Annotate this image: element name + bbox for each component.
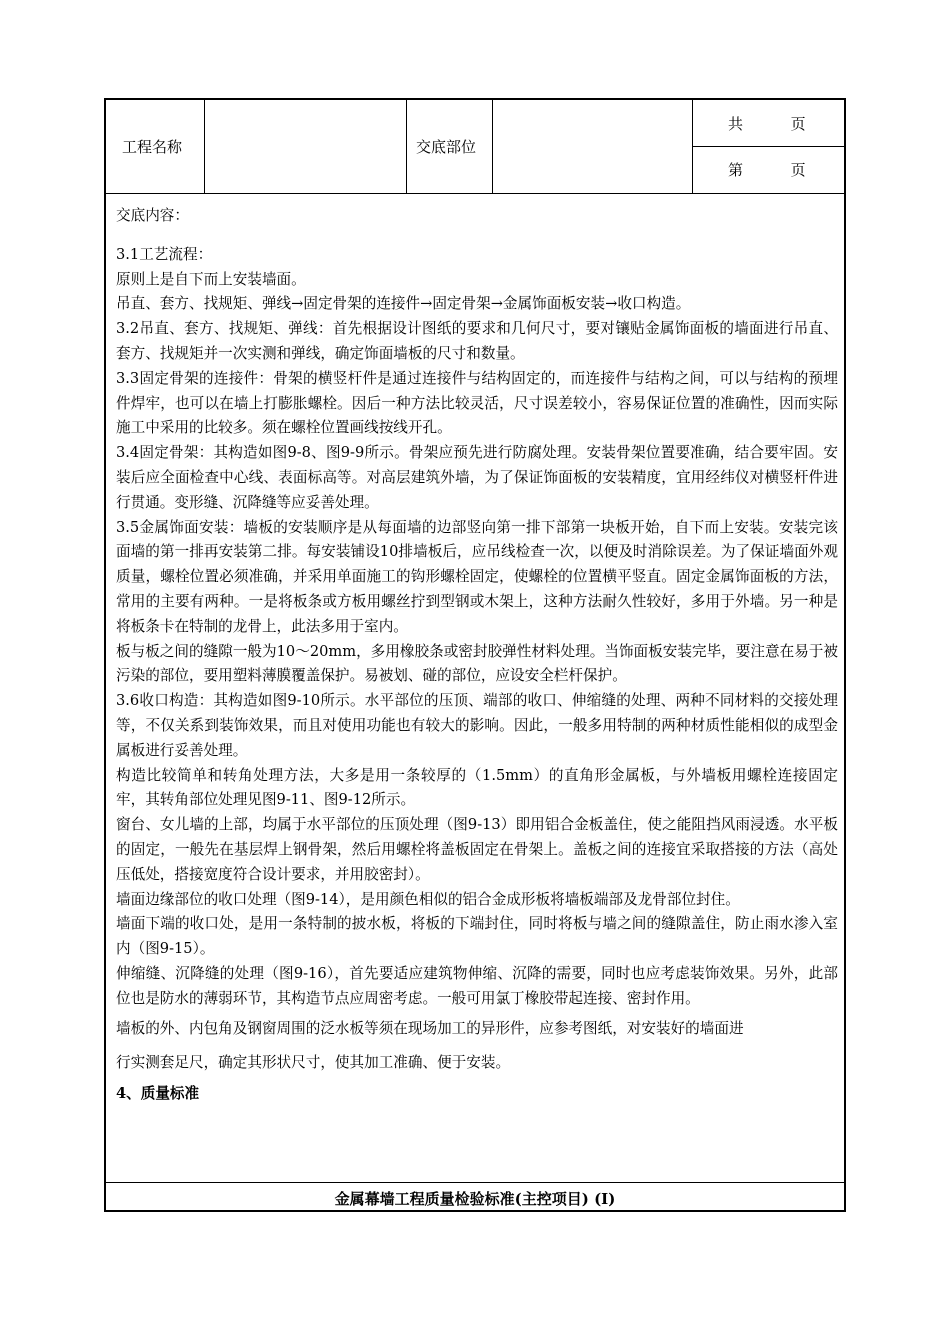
content-paragraph: 墙板的外、内包角及钢窗周围的泛水板等须在现场加工的异形件，应参考图纸，对安装好的墙面进 xyxy=(116,1019,744,1037)
content-paragraph: 伸缩缝、沉降缝的处理（图9-16），首先要适应建筑物伸缩、沉降的需要，同时也应考虑装饰效果。另外，此部位也是防水的薄弱环节，其构造节点应周密考虑。一般可用氯丁橡胶带起连接、密封作用。 xyxy=(116,964,838,1007)
section-heading: 4、质量标准 xyxy=(116,1084,200,1102)
column-divider xyxy=(492,100,493,193)
content-paragraph: 吊直、套方、找规矩、弹线→固定骨架的连接件→固定骨架→金属饰面板安装→收口构造。 xyxy=(116,295,691,313)
project-name-label: 工程名称 xyxy=(122,138,183,156)
column-divider xyxy=(406,100,407,193)
content-intro: 交底内容： xyxy=(116,207,189,224)
form-header-row xyxy=(106,100,844,194)
content-paragraph: 墙面边缘部位的收口处理（图9-14），是用颜色相似的铝合金成形板将墙板端部及龙骨部位封住。 xyxy=(116,890,740,908)
disclosure-form xyxy=(104,98,846,1212)
content-paragraph: 墙面下端的收口处，是用一条特制的披水板，将板的下端封住，同时将板与墙之间的缝隙盖住，防止雨水渗入室内（图9-15）。 xyxy=(116,915,838,958)
column-divider xyxy=(204,100,205,193)
content-paragraph: 3.4固定骨架：其构造如图9-8、图9-9所示。骨架应预先进行防腐处理。安装骨架位置要准确，结合要牢固。安装后应全面检查中心线、表面标高等。对高层建筑外墙，为了保证饰面板的安装精度，宜用经纬仪对横竖杆件进行贯通。变形缝、沉降缝等应妥善处理。 xyxy=(116,444,838,511)
content-paragraph: 3.3固定骨架的连接件：骨架的横竖杆件是通过连接件与结构固定的，而连接件与结构之间，可以与结构的预埋件焊牢，也可以在墙上打膨胀螺栓。因后一种方法比较灵活，尺寸误差较小，容易保证位置的准确性，因而实际施工中采用的比较多。须在螺栓位置画线按线开孔。 xyxy=(116,369,838,437)
total-pages-field: 共 页 xyxy=(728,115,806,133)
disclosure-content xyxy=(116,204,838,1106)
content-paragraph: 窗台、女儿墙的上部，均属于水平部位的压顶处理（图9-13）即用铝合金板盖住，使之能阻挡风雨浸透。水平板的固定，一般先在基层焊上钢骨架，然后用螺栓将盖板固定在骨架上。盖板之间的连接宜采取搭接的方法（高处压低处，搭接宽度符合设计要求，并用胶密封）。 xyxy=(116,816,838,883)
content-paragraph: 3.5金属饰面安装：墙板的安装顺序是从每面墙的边部竖向第一排下部第一块板开始，自下而上安装。安装完该面墙的第一排再安装第二排。每安装铺设10排墙板后，应吊线检查一次，以便及时消除误差。为了保证墙面外观质量，螺栓位置必须准确，并采用单面施工的钩形螺栓固定，使螺栓的位置横平竖直。固定金属饰面板的方法，常用的主要有两种。一是将板条或方板用螺丝拧到型钢或木架上，这种方法耐久性较好，多用于外墙。另一种是将板条卡在特制的龙骨上，此法多用于室内。 xyxy=(116,518,838,635)
content-paragraph: 原则上是自下而上安装墙面。 xyxy=(116,270,306,288)
content-paragraph: 行实测套足尺，确定其形状尺寸，使其加工准确、便于安装。 xyxy=(116,1053,511,1071)
content-paragraph: 3.2吊直、套方、找规矩、弹线：首先根据设计图纸的要求和几何尺寸，要对镶贴金属饰面板的墙面进行吊直、套方、找规矩并一次实测和弹线，确定饰面墙板的尺寸和数量。 xyxy=(116,320,838,362)
content-paragraph: 3.1工艺流程： xyxy=(116,245,213,263)
disclosure-location-label: 交底部位 xyxy=(416,138,477,156)
content-paragraph: 板与板之间的缝隙一般为10～20mm，多用橡胶条或密封胶弹性材料处理。当饰面板安装完毕，要注意在易于被污染的部位，要用塑料薄膜覆盖保护。易被划、碰的部位，应设安全栏杆保护。 xyxy=(116,642,838,685)
page-number-field: 第 页 xyxy=(728,161,806,179)
content-paragraph: 3.6收口构造：其构造如图9-10所示。水平部位的压顶、端部的收口、伸缩缝的处理、两种不同材料的交接处理等，不仅关系到装饰效果，而且对使用功能也有较大的影响。因此，一般多用特制的两种材质性能相似的成型金属板进行妥善处理。 xyxy=(116,692,838,759)
table-title: 金属幕墙工程质量检验标准(主控项目) (I) xyxy=(334,1190,616,1208)
content-paragraph: 构造比较简单和转角处理方法，大多是用一条较厚的（1.5mm）的直角形金属板，与外墙板用螺栓连接固定牢，其转角部位处理见图9-11、图9-12所示。 xyxy=(116,766,838,809)
section-divider xyxy=(106,1182,844,1183)
row-divider xyxy=(692,146,846,147)
